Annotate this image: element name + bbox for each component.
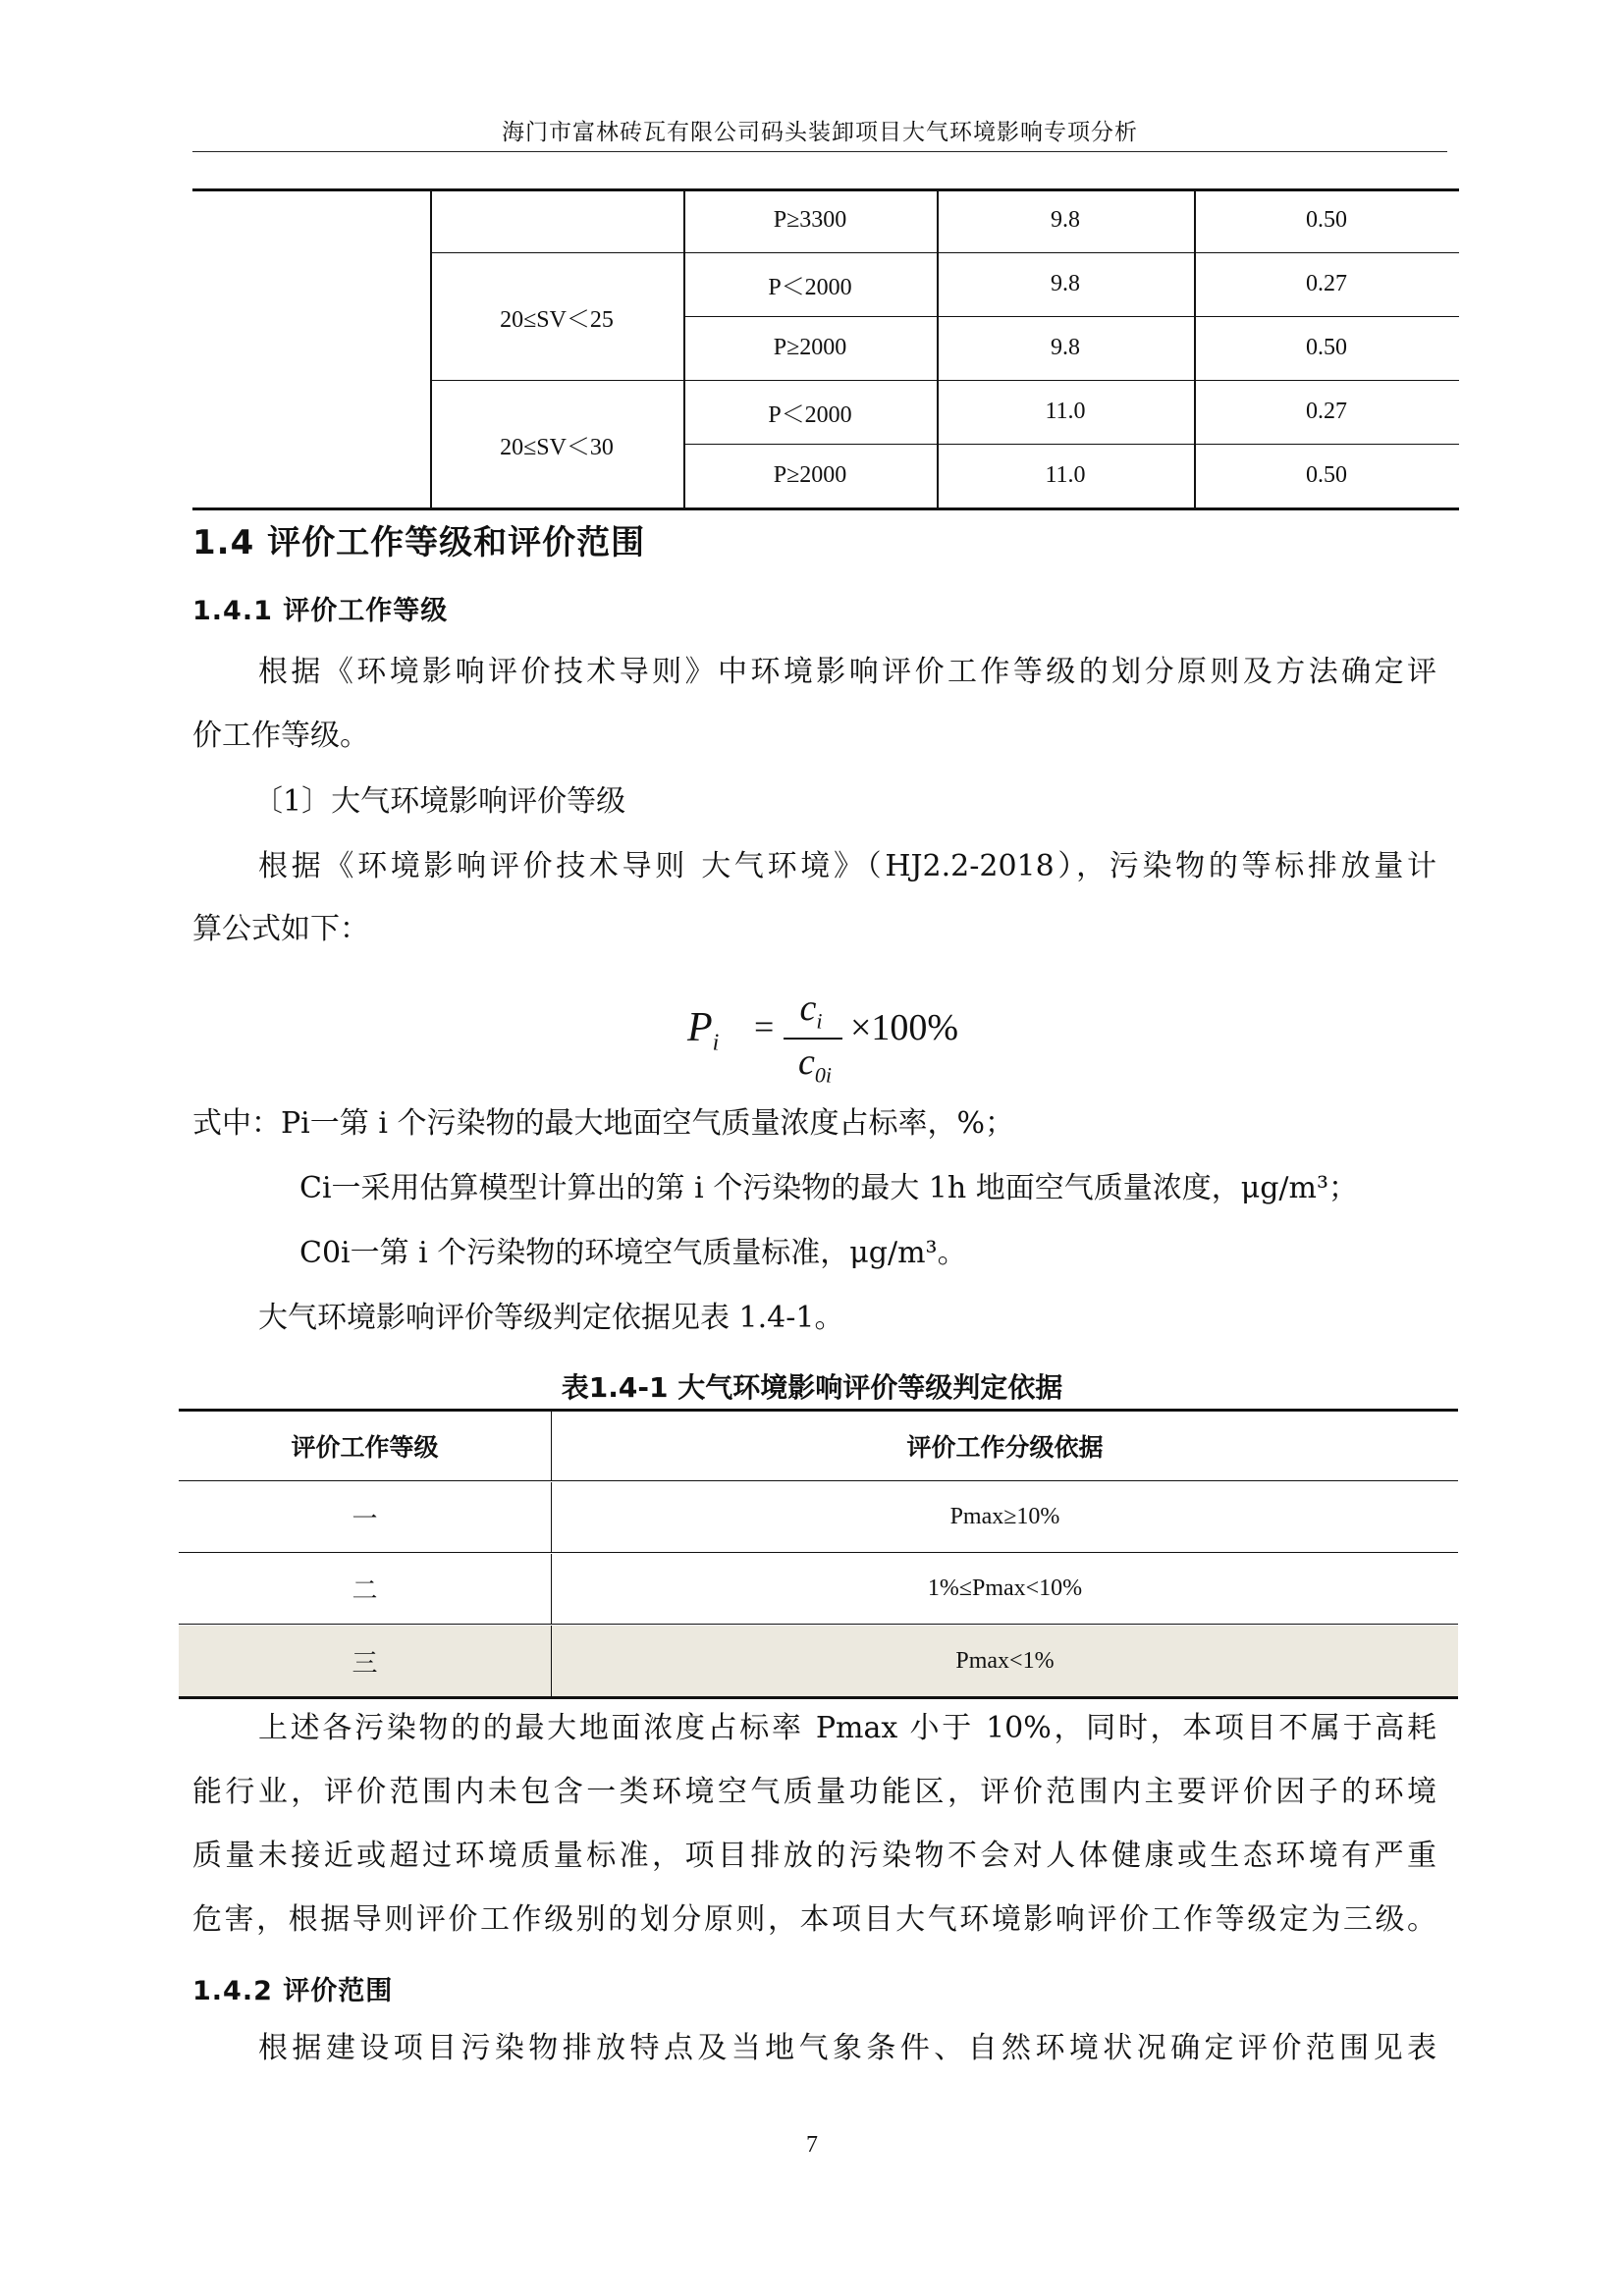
formula-multiplier: ×100% <box>850 1007 959 1048</box>
table-cell-p: P≥3300 <box>773 207 847 233</box>
row-divider <box>179 1552 1458 1553</box>
paragraph-line: 危害，根据导则评价工作级别的划分原则，本项目大气环境影响评价工作等级定为三级。 <box>192 1902 1436 1937</box>
formula-lhs: $P_i$ <box>687 1005 720 1056</box>
formula-numerator: $c_i$ <box>799 988 823 1034</box>
paragraph-line: 大气环境影响评价等级判定依据见表 1.4-1。 <box>258 1301 844 1335</box>
basis-cell: Pmax≥10% <box>949 1504 1060 1529</box>
definition-line: 式中：Pi一第 i 个污染物的最大地面空气质量浓度占标率，%； <box>192 1106 1014 1141</box>
table-cell-value: 11.0 <box>1045 399 1086 424</box>
table-cell-p: P≥2000 <box>773 462 847 488</box>
paragraph-line: 价工作等级。 <box>192 719 369 753</box>
definition-line: Ci一采用估算模型计算出的第 i 个污染物的最大 1h 地面空气质量浓度，μg/m³； <box>299 1171 1358 1205</box>
table-bottom-rule <box>179 1696 1458 1699</box>
table-cell-value: 0.27 <box>1306 271 1347 296</box>
basis-cell: Pmax<1% <box>955 1647 1055 1674</box>
table-cell-value: 9.8 <box>1051 335 1080 360</box>
fraction-bar <box>784 1038 842 1040</box>
grade-cell: 三 <box>179 1626 552 1696</box>
table-row <box>179 1482 1458 1552</box>
formula <box>687 987 962 1095</box>
table-caption: 表1.4-1 大气环境影响评价等级判定依据 <box>561 1371 1063 1404</box>
subsection-heading: 1.4.2 评价范围 <box>192 1976 394 2006</box>
definition-line: C0i一第 i 个污染物的环境空气质量标准，μg/m³。 <box>299 1236 967 1270</box>
section-heading: 1.4 评价工作等级和评价范围 <box>192 523 646 562</box>
table-bottom-rule <box>192 507 1459 510</box>
paragraph-line: 根据建设项目污染物排放特点及当地气象条件、自然环境状况确定评价范围见表 <box>258 2031 1436 2065</box>
row-divider <box>179 1624 1458 1625</box>
table-cell-p: P≥2000 <box>773 335 847 360</box>
table-cell-value: 0.27 <box>1306 399 1347 424</box>
row-divider <box>179 1480 1458 1481</box>
paragraph-line: 算公式如下： <box>192 912 369 946</box>
table-cell-value: 0.50 <box>1306 462 1347 488</box>
table-header-cell: 评价工作分级依据 <box>906 1433 1104 1462</box>
grade-cell: 二 <box>179 1554 552 1624</box>
formula-equals: = <box>754 1007 775 1046</box>
page-number: 7 <box>806 2132 818 2158</box>
paragraph-line: 质量未接近或超过环境质量标准，项目排放的污染物不会对人体健康或生态环境有严重 <box>192 1839 1436 1873</box>
paragraph-line: 上述各污染物的的最大地面浓度占标率 Pmax 小于 10%，同时，本项目不属于高耗 <box>258 1711 1436 1745</box>
table-cell-group: 20≤SV＜25 <box>500 306 614 333</box>
table-cell-value: 0.50 <box>1306 207 1347 233</box>
table-cell-value: 9.8 <box>1051 271 1080 296</box>
table-row <box>179 1626 1458 1696</box>
subsection-heading: 1.4.1 评价工作等级 <box>192 596 449 626</box>
paragraph-line: 根据《环境影响评价技术导则 大气环境》（HJ2.2-2018），污染物的等标排放量计 <box>258 849 1436 883</box>
paragraph-line: 根据《环境影响评价技术导则》中环境影响评价工作等级的划分原则及方法确定评 <box>258 655 1436 689</box>
table-cell-value: 9.8 <box>1051 207 1080 233</box>
list-item-heading: 〔1〕大气环境影响评价等级 <box>253 784 626 819</box>
table-cell-value: 11.0 <box>1045 462 1086 488</box>
header-rule <box>192 151 1447 152</box>
table-cell-p: P＜2000 <box>768 275 852 300</box>
formula-denominator: $c_{0i}$ <box>798 1041 832 1088</box>
table-cell-group: 20≤SV＜30 <box>500 434 614 460</box>
table-row <box>179 1554 1458 1624</box>
paragraph-line: 能行业，评价范围内未包含一类环境空气质量功能区，评价范围内主要评价因子的环境 <box>192 1775 1436 1809</box>
table-header-row <box>179 1412 1458 1480</box>
grade-cell: 一 <box>179 1482 552 1552</box>
table-cell-p: P＜2000 <box>768 402 852 428</box>
basis-cell: 1%≤Pmax<10% <box>927 1575 1083 1601</box>
grade-table <box>179 1409 1458 1699</box>
table-cell-value: 0.50 <box>1306 335 1347 360</box>
page-header-title: 海门市富林砖瓦有限公司码头装卸项目大气环境影响专项分析 <box>502 120 1138 145</box>
table-header-cell: 评价工作等级 <box>179 1412 552 1480</box>
